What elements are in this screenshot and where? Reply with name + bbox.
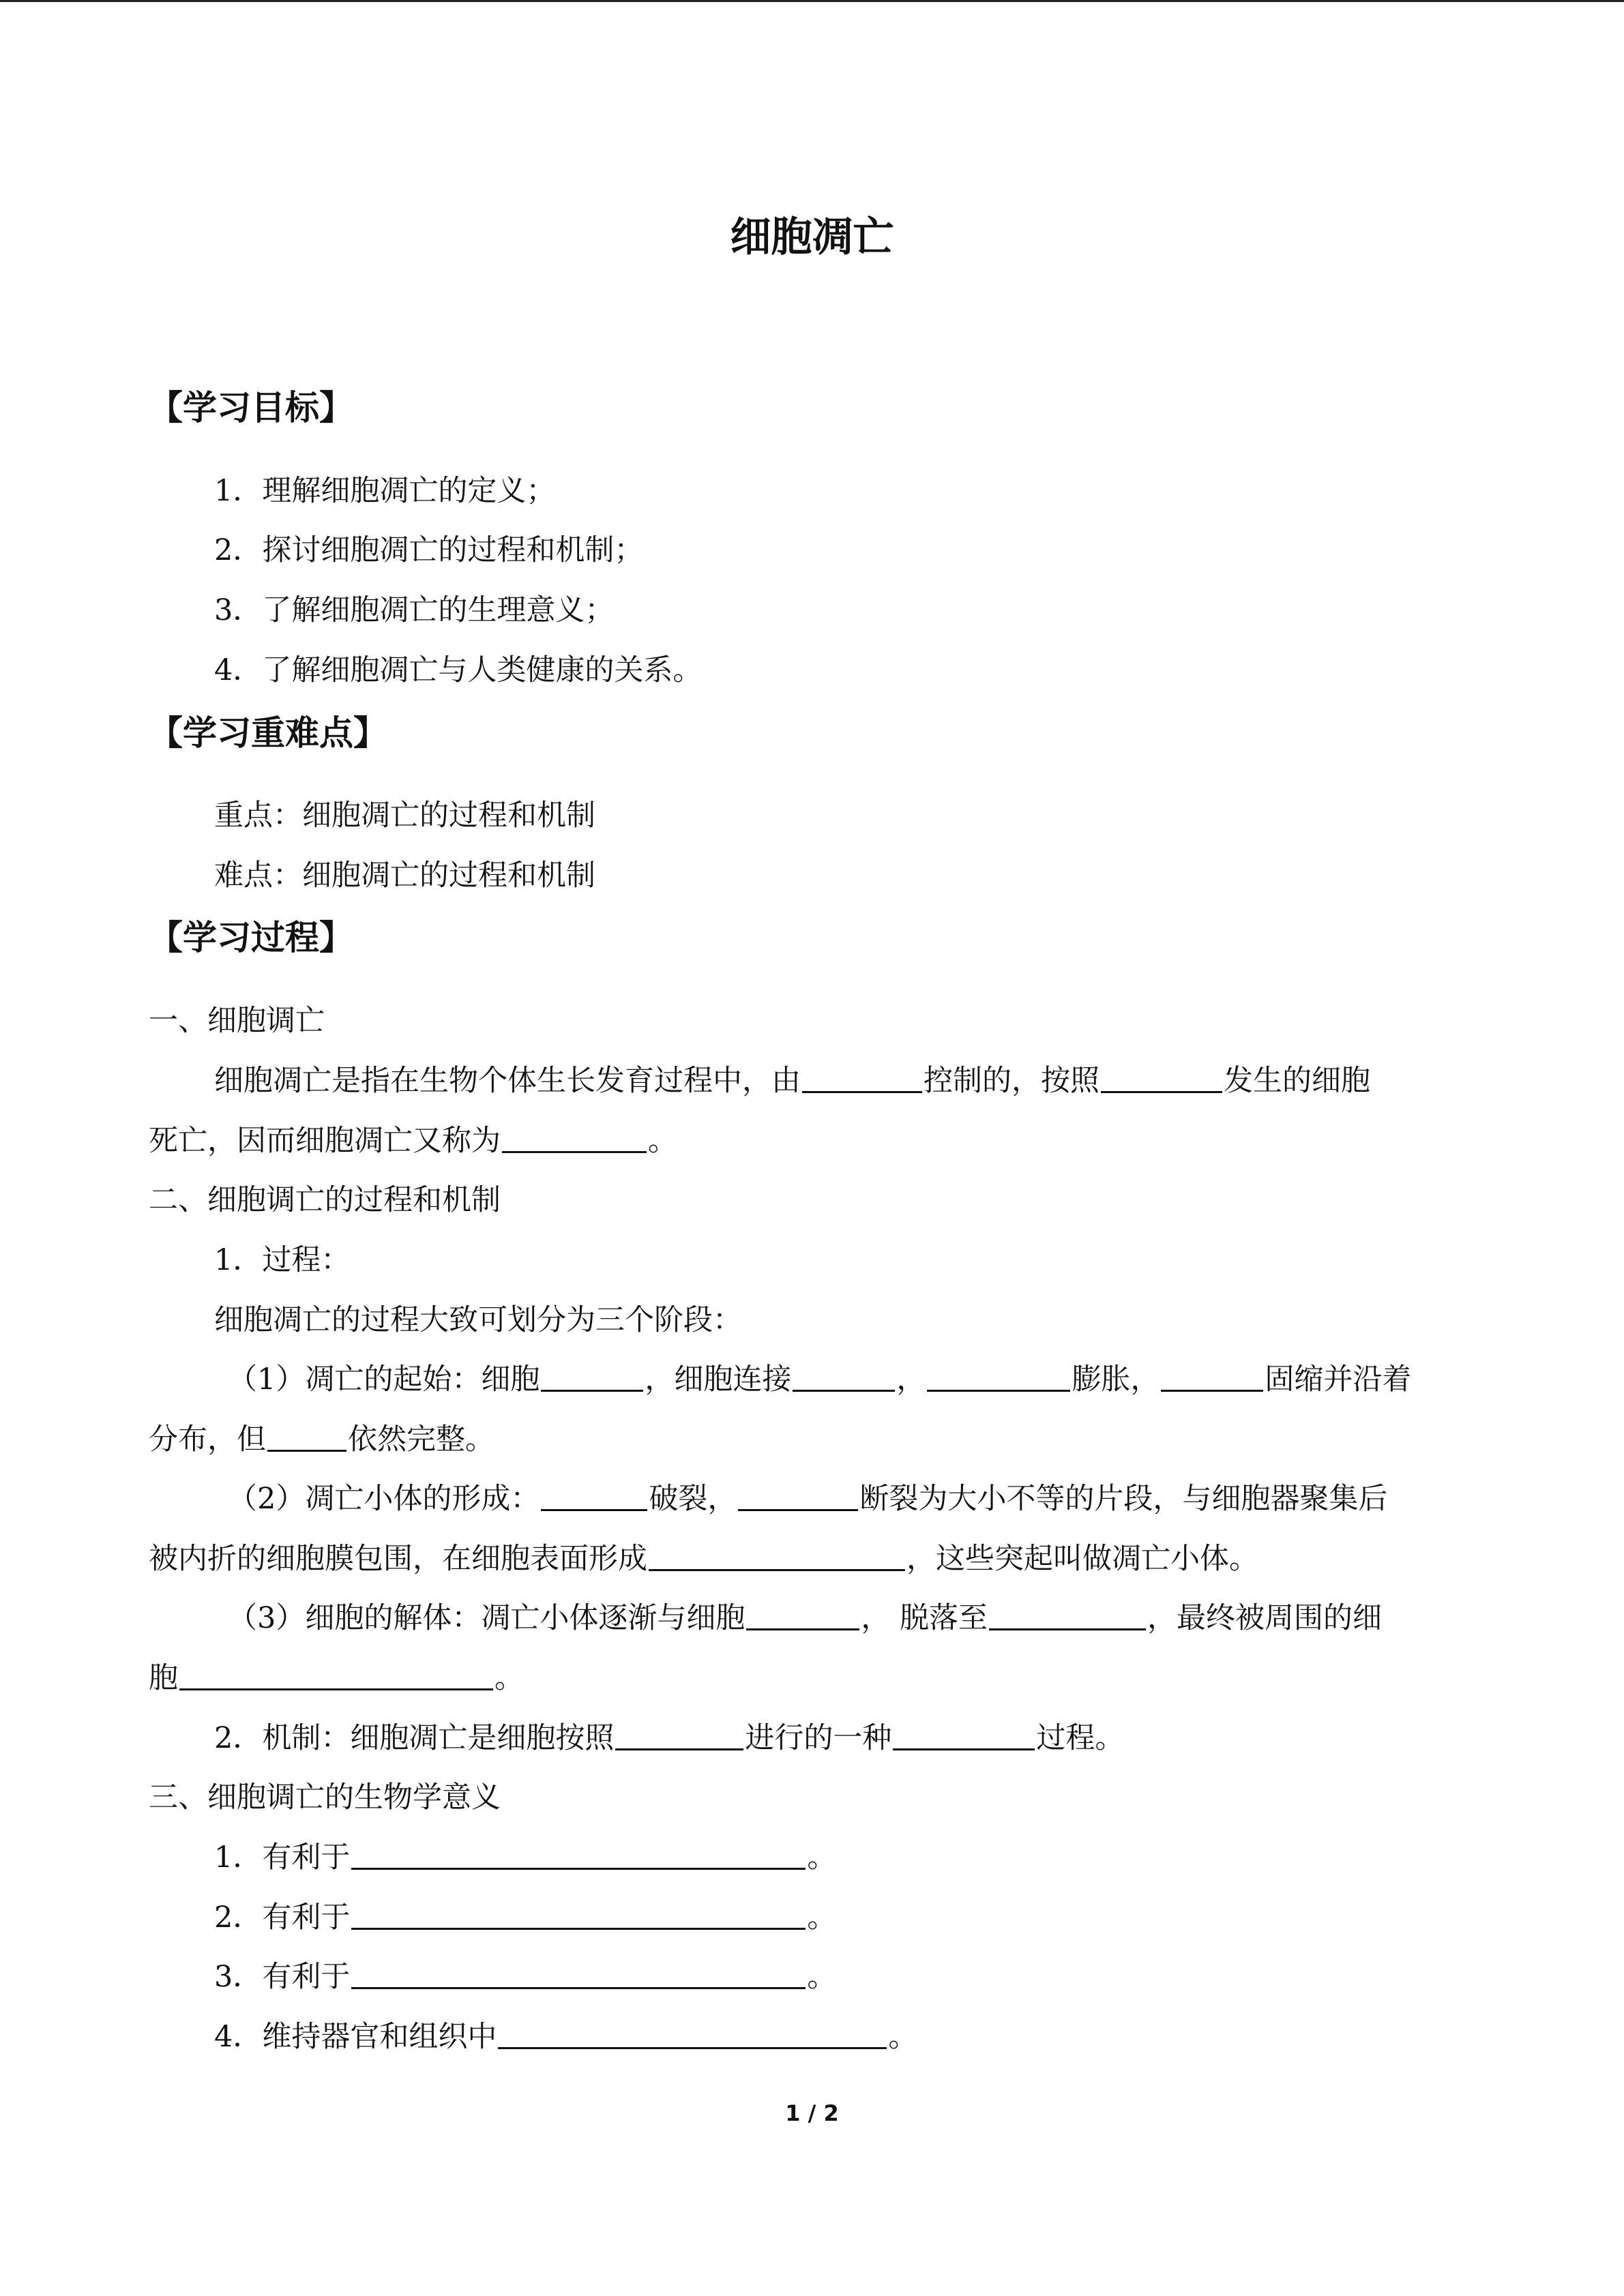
fill-blank[interactable] (802, 1061, 922, 1093)
fill-blank[interactable] (498, 2017, 887, 2049)
fill-blank[interactable] (1101, 1061, 1222, 1093)
stage3-line: （3）细胞的解体：凋亡小体逐渐与细胞 ， 脱落至 ，最终被周围的细 (149, 1598, 1554, 1639)
fill-blank[interactable] (267, 1420, 346, 1452)
section-process-heading: 【学习过程】 (149, 918, 353, 957)
fill-blank[interactable] (989, 1598, 1146, 1630)
part2-subheading: 1．过程： (214, 1243, 351, 1277)
part3-heading: 三、细胞调亡的生物学意义 (149, 1780, 501, 1815)
part2-intro: 细胞凋亡的过程大致可划分为三个阶段： (214, 1303, 742, 1337)
part1-heading: 一、细胞调亡 (149, 1004, 325, 1038)
fill-blank[interactable] (502, 1121, 647, 1153)
fill-blank[interactable] (927, 1360, 1070, 1392)
objective-item: 1．理解细胞凋亡的定义； (214, 474, 556, 508)
part2-heading: 二、细胞调亡的过程和机制 (149, 1183, 501, 1217)
difficult-point-text: 难点：细胞凋亡的过程和机制 (214, 859, 595, 893)
fill-blank[interactable] (541, 1360, 643, 1392)
key-point-text: 重点：细胞凋亡的过程和机制 (214, 799, 595, 833)
page-number: 1 / 2 (785, 2100, 839, 2126)
stage1-line: 分布，但 依然完整。 (149, 1419, 1475, 1460)
fill-blank[interactable] (179, 1658, 493, 1690)
part1-paragraph-line: 细胞凋亡是指在生物个体生长发育过程中，由 控制的，按照 发生的细胞 (149, 1060, 1541, 1101)
fill-blank[interactable] (351, 1838, 806, 1870)
significance-item: 1．有利于 。 (149, 1837, 1541, 1878)
stage2-line: 被内折的细胞膜包围，在细胞表面形成 ，这些突起叫做凋亡小体。 (149, 1538, 1475, 1579)
objective-item: 3．了解细胞凋亡的生理意义； (214, 593, 615, 627)
fill-blank[interactable] (893, 1718, 1035, 1750)
document-page (149, 0, 1475, 2296)
stage2-line: （2）凋亡小体的形成： 破裂， 断裂为大小不等的片段，与细胞器聚集后 (149, 1478, 1554, 1519)
stage3-line: 胞 。 (149, 1658, 1475, 1699)
significance-item: 4．维持器官和组织中 。 (149, 2016, 1541, 2057)
fill-blank[interactable] (738, 1479, 858, 1511)
fill-blank[interactable] (615, 1718, 743, 1750)
objective-item: 2．探讨细胞凋亡的过程和机制； (214, 533, 644, 567)
fill-blank[interactable] (351, 1898, 806, 1930)
section-objectives-heading: 【学习目标】 (149, 388, 353, 428)
fill-blank[interactable] (351, 1957, 806, 1989)
fill-blank[interactable] (649, 1539, 905, 1571)
significance-item: 2．有利于 。 (149, 1897, 1541, 1938)
significance-item: 3．有利于 。 (149, 1956, 1541, 1997)
fill-blank[interactable] (746, 1598, 859, 1630)
mechanism-line: 2．机制：细胞凋亡是细胞按照 进行的一种 过程。 (149, 1718, 1541, 1759)
part1-paragraph-line: 死亡，因而细胞凋亡又称为 。 (149, 1120, 1475, 1161)
page-title: 细胞凋亡 (730, 213, 894, 261)
stage1-line: （1）凋亡的起始：细胞 ，细胞连接 ， 膨胀， 固缩并沿着 (149, 1359, 1554, 1400)
fill-blank[interactable] (541, 1479, 647, 1511)
section-key-points-heading: 【学习重难点】 (149, 713, 387, 753)
fill-blank[interactable] (1161, 1360, 1263, 1392)
fill-blank[interactable] (793, 1360, 895, 1392)
objective-item: 4．了解细胞凋亡与人类健康的关系。 (214, 653, 703, 687)
